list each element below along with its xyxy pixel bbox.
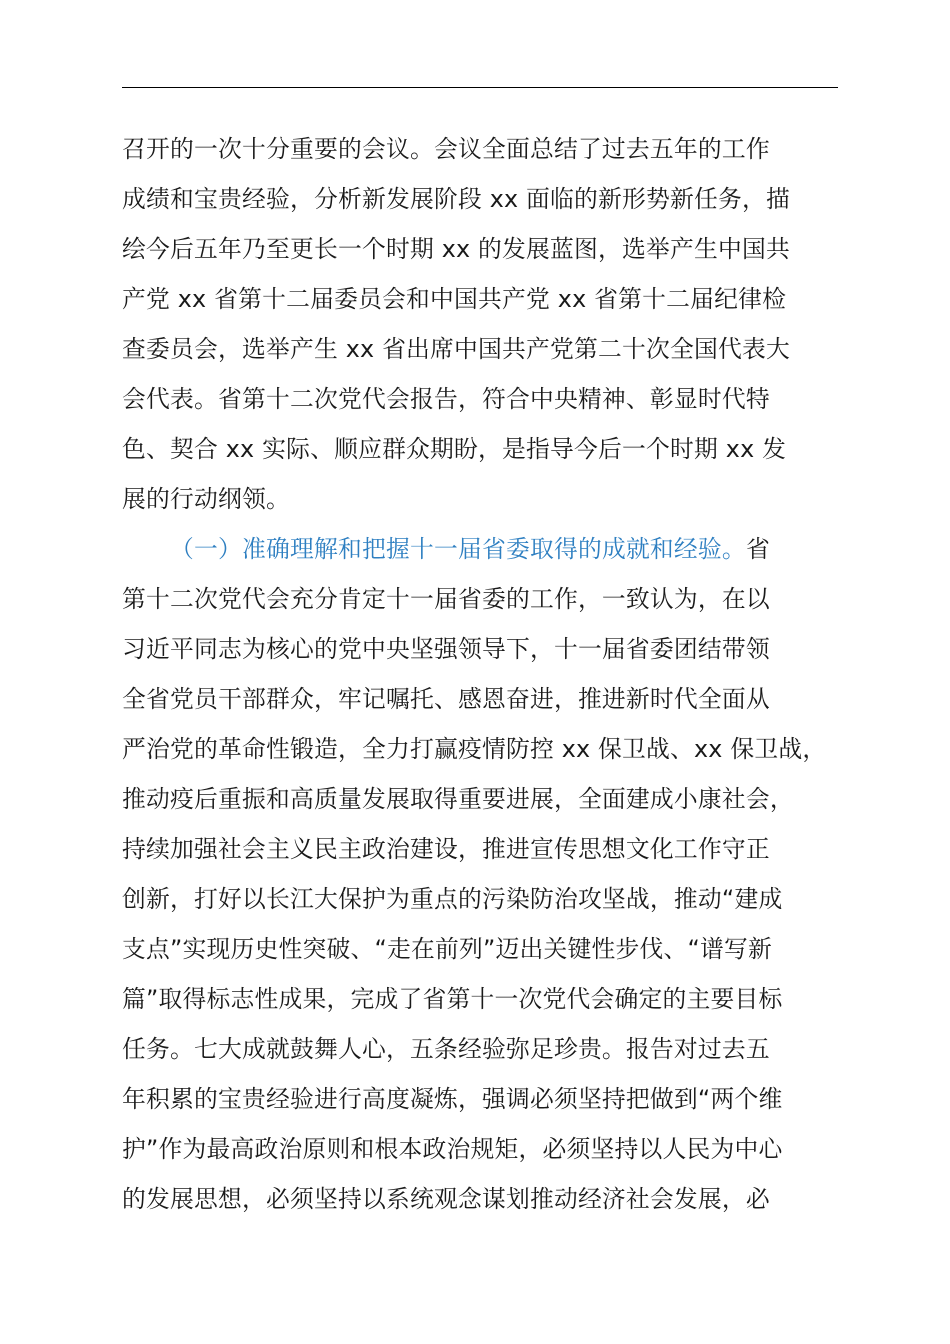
document-body [122,124,842,1224]
text-line: 严治党的革命性锻造，全力打赢疫情防控 xx 保卫战、xx 保卫战， [122,735,827,763]
header-rule [122,87,838,88]
section-heading-tail: 省 [745,535,770,563]
section-heading: （一）准确理解和把握十一届省委取得的成就和经验。 [170,535,746,563]
text-line: 成绩和宝贵经验，分析新发展阶段 xx 面临的新形势新任务，描 [122,185,791,213]
section-heading-line [122,524,842,574]
text-line: 任务。七大成就鼓舞人心，五条经验弥足珍贵。报告对过去五 [122,1035,770,1063]
paragraph-1 [122,124,842,524]
text-line: 年积累的宝贵经验进行高度凝炼，强调必须坚持把做到“两个维 [122,1085,783,1113]
text-line: 第十二次党代会充分肯定十一届省委的工作，一致认为，在以 [122,585,770,613]
text-line: 展的行动纲领。 [122,485,290,513]
text-line: 支点”实现历史性突破、“走在前列”迈出关键性步伐、“谱写新 [122,935,773,963]
text-line: 绘今后五年乃至更长一个时期 xx 的发展蓝图，选举产生中国共 [122,235,791,263]
text-line: 查委员会，选举产生 xx 省出席中国共产党第二十次全国代表大 [122,335,791,363]
text-line: 产党 xx 省第十二届委员会和中国共产党 xx 省第十二届纪律检 [122,285,787,313]
text-line: 召开的一次十分重要的会议。会议全面总结了过去五年的工作 [122,135,770,163]
text-line: 全省党员干部群众，牢记嘱托、感恩奋进，推进新时代全面从 [122,685,770,713]
text-line: 持续加强社会主义民主政治建设，推进宣传思想文化工作守正 [122,835,770,863]
text-line: 推动疫后重振和高质量发展取得重要进展，全面建成小康社会， [122,785,794,813]
text-line: 习近平同志为核心的党中央坚强领导下，十一届省委团结带领 [122,635,770,663]
section-1 [122,524,842,1224]
text-line: 创新，打好以长江大保护为重点的污染防治攻坚战，推动“建成 [122,885,783,913]
text-line: 篇”取得标志性成果，完成了省第十一次党代会确定的主要目标 [122,985,783,1013]
text-line: 护”作为最高政治原则和根本政治规矩，必须坚持以人民为中心 [122,1135,783,1163]
text-line: 的发展思想，必须坚持以系统观念谋划推动经济社会发展，必 [122,1185,770,1213]
text-line: 会代表。省第十二次党代会报告，符合中央精神、彰显时代特 [122,385,770,413]
text-line: 色、契合 xx 实际、顺应群众期盼，是指导今后一个时期 xx 发 [122,435,787,463]
